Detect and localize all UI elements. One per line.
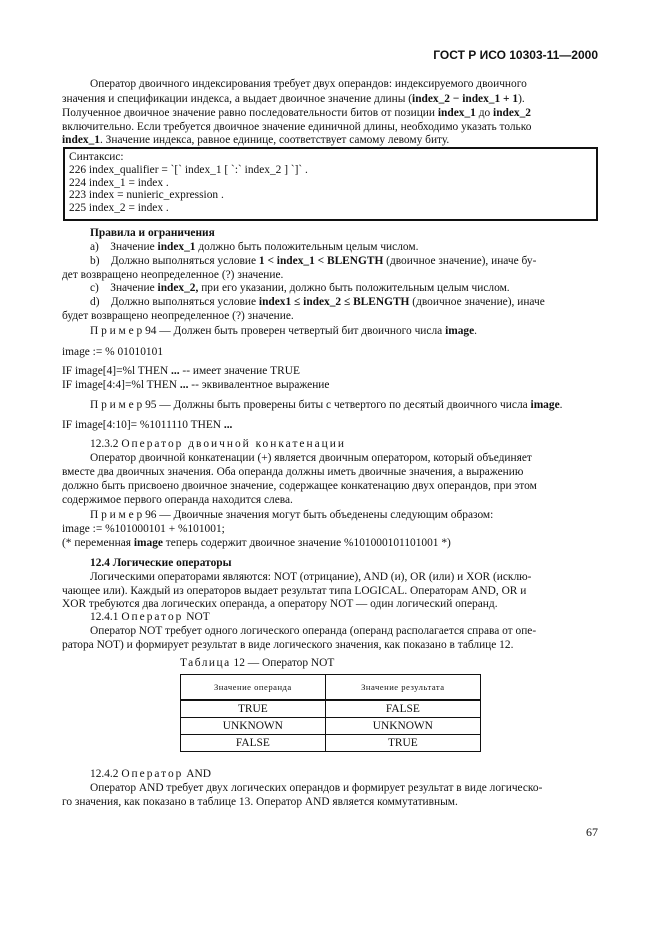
rule-c: c) Значение index_2, при его указании, должно быть положительным целым числом. <box>90 282 510 294</box>
table-header-cell: Значение операнда <box>181 675 326 701</box>
table-cell: UNKNOWN <box>181 718 326 735</box>
syntax-line: 224 index_1 = index . <box>69 176 169 189</box>
p1-line1: Оператор двоичного индексирования требует двух операндов: индексируемого двоичного <box>90 78 527 90</box>
s1232-line2: вместе два двоичных значения. Оба операнда должны иметь двоичные значения, а выражению <box>62 466 524 478</box>
section-12-4-2-heading: 12.4.2 Оператор AND <box>90 768 211 780</box>
example-96-code1: image := %101000101 + %101001; <box>62 523 225 535</box>
s1232-line4: содержимое первого операнда находится слева. <box>62 494 293 506</box>
rule-d-cont: будет возвращено неопределенное (?) значение. <box>62 310 294 322</box>
example-94-code1: image := % 01010101 <box>62 346 164 358</box>
s1232-line1: Оператор двоичной конкатенации (+) является двоичным оператором, который объединяет <box>90 452 532 464</box>
syntax-line: 226 index_qualifier = `[` index_1 [ `:` index_2 ] `]` . <box>69 163 308 176</box>
section-12-4-1-heading: 12.4.1 Оператор NOT <box>90 611 210 623</box>
s124-line3: XOR требуются два логических операнда, а оператору NOT — один логический операнд. <box>62 598 498 610</box>
p1-line2: значения и спецификации индекса, а выдает двоичное значение длины (index_2 − index_1 + 1). <box>62 93 525 105</box>
rule-b: b) Должно выполняться условие 1 < index_1 < BLENGTH (двоичное значение), иначе бу- <box>90 255 537 267</box>
table-cell: FALSE <box>181 735 326 752</box>
syntax-line: 225 index_2 = index . <box>69 202 169 215</box>
table-row <box>181 700 481 718</box>
rule-d: d) Должно выполняться условие index1 ≤ index_2 ≤ BLENGTH (двоичное значение), иначе <box>90 296 545 308</box>
table-cell: UNKNOWN <box>325 718 480 735</box>
syntax-title: Синтаксис: <box>69 151 124 163</box>
example-94: П р и м е р 94 — Должен быть проверен четвертый бит двоичного числа image. <box>90 325 478 337</box>
rule-b-cont: дет возвращено неопределенное (?) значение. <box>62 269 284 281</box>
s1241-line2: ратора NOT) и формирует результат в виде логического значения, как показано в таблице 12. <box>62 639 514 651</box>
table-cell: TRUE <box>181 700 326 718</box>
example-96: П р и м е р 96 — Двоичные значения могут быть объеденены следующим образом: <box>90 509 494 521</box>
example-94-code3: IF image[4:4]=%l THEN ... -- эквивалентное выражение <box>62 379 330 391</box>
syntax-line: 223 index = nunieric_expression . <box>69 189 224 202</box>
s1242-line1: Оператор AND требует двух логических операндов и формирует результат в виде логическо- <box>90 782 543 794</box>
section-12-4-heading: 12.4 Логические операторы <box>90 557 232 569</box>
s124-line1: Логическими операторами являются: NOT (отрицание), AND (и), OR (или) и XOR (исклю- <box>90 571 532 583</box>
rules-title: Правила и ограничения <box>90 227 215 239</box>
rule-a: a) Значение index_1 должно быть положительным целым числом. <box>90 241 419 253</box>
p1-line4: включительно. Если требуется двоичное значение единичной длины, необходимо указать только <box>62 121 532 133</box>
example-95: П р и м е р 95 — Должны быть проверены биты с четвертого по десятый двоичного числа image. <box>90 399 563 411</box>
table-row <box>181 735 481 752</box>
section-12-3-2-heading: 12.3.2 Оператор двоичной конкатенации <box>90 438 346 450</box>
table-header-row <box>181 675 481 701</box>
example-94-code2: IF image[4]=%l THEN ... -- имеет значение TRUE <box>62 365 300 377</box>
s124-line2: чающее или). Каждый из операторов выдает результат типа LOGICAL. Операторам AND, OR и <box>62 585 527 597</box>
p1-line5: index_1. Значение индекса, равное единице, соответствует самому левому биту. <box>62 134 450 146</box>
example-96-code2: (* переменная image теперь содержит двоичное значение %101000101101001 *) <box>62 537 451 549</box>
table-row <box>181 718 481 735</box>
table-header-cell: Значение результата <box>325 675 480 701</box>
table-cell: FALSE <box>325 700 480 718</box>
example-95-code: IF image[4:10]= %1011110 THEN ... <box>62 419 233 431</box>
s1241-line1: Оператор NOT требует одного логического операнда (операнд располагается справа от опе- <box>90 625 537 637</box>
document-header: ГОСТ Р ИСО 10303-11—2000 <box>433 48 598 62</box>
table-12 <box>180 674 481 752</box>
table-cell: TRUE <box>325 735 480 752</box>
syntax-box <box>63 147 598 221</box>
page-number: 67 <box>586 825 598 839</box>
s1232-line3: должно быть присвоено двоичное значение, содержащее конкатенацию двух операндов, при этом <box>62 480 537 492</box>
table-12-caption: Таблица 12 — Оператор NOT <box>180 657 335 669</box>
p1-line3: Полученное двоичное значение равно последовательности битов от позиции index_1 до index_2 <box>62 107 532 119</box>
s1242-line2: го значения, как показано в таблице 13. Оператор AND является коммутативным. <box>62 796 458 808</box>
